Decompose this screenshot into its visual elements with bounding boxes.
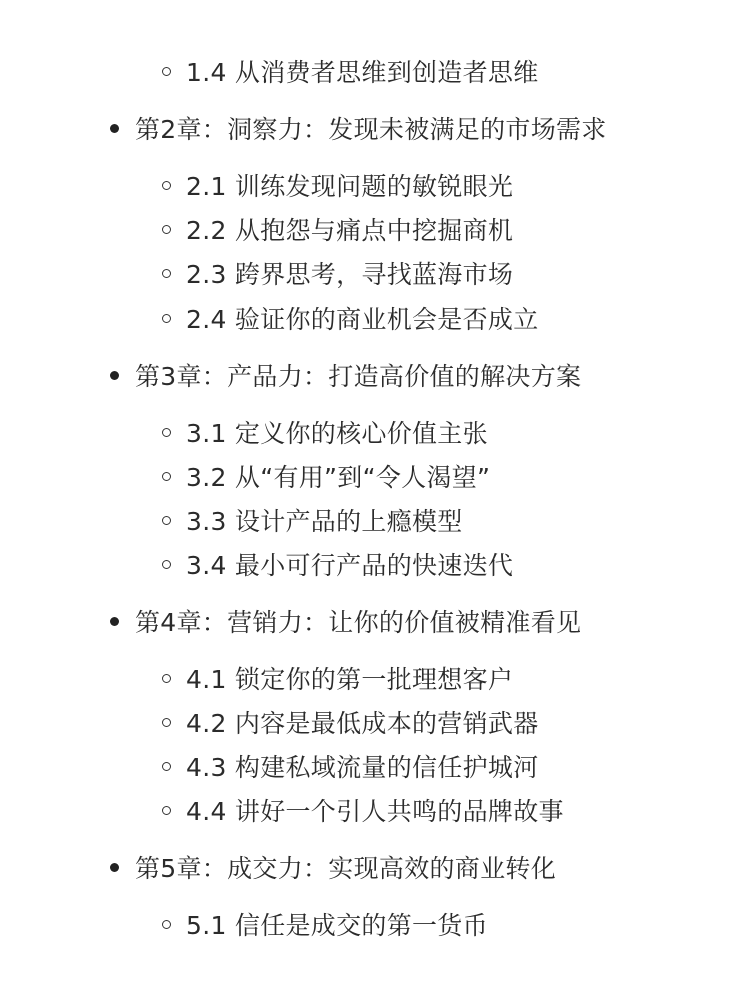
chapter-item bbox=[110, 845, 556, 889]
section-item bbox=[162, 902, 488, 946]
hollow-bullet-icon bbox=[162, 472, 171, 481]
section-item bbox=[162, 454, 490, 498]
hollow-bullet-icon bbox=[162, 718, 171, 727]
section-label: 3.3 设计产品的上瘾模型 bbox=[186, 507, 463, 536]
chapter-label: 第3章：产品力：打造高价值的解决方案 bbox=[135, 362, 582, 391]
section-item bbox=[162, 656, 513, 700]
filled-bullet-icon bbox=[110, 371, 119, 380]
hollow-bullet-icon bbox=[162, 516, 171, 525]
chapter-item bbox=[110, 353, 581, 397]
section-label: 3.1 定义你的核心价值主张 bbox=[186, 419, 488, 448]
section-item bbox=[162, 700, 539, 744]
section-item bbox=[162, 542, 513, 586]
section-item bbox=[162, 788, 564, 832]
filled-bullet-icon bbox=[110, 863, 119, 872]
section-item bbox=[162, 163, 513, 207]
chapter-item bbox=[110, 599, 581, 643]
hollow-bullet-icon bbox=[162, 920, 171, 929]
section-label: 4.3 构建私域流量的信任护城河 bbox=[186, 753, 539, 782]
hollow-bullet-icon bbox=[162, 67, 171, 76]
section-item bbox=[162, 498, 463, 542]
section-label: 4.1 锁定你的第一批理想客户 bbox=[186, 665, 514, 694]
section-label: 2.4 验证你的商业机会是否成立 bbox=[186, 305, 539, 334]
hollow-bullet-icon bbox=[162, 269, 171, 278]
section-item bbox=[162, 207, 513, 251]
section-label: 2.2 从抱怨与痛点中挖掘商机 bbox=[186, 216, 514, 245]
section-label: 3.4 最小可行产品的快速迭代 bbox=[186, 551, 514, 580]
chapter-label: 第5章：成交力：实现高效的商业转化 bbox=[135, 854, 557, 883]
section-label: 4.4 讲好一个引人共鸣的品牌故事 bbox=[186, 797, 564, 826]
hollow-bullet-icon bbox=[162, 762, 171, 771]
filled-bullet-icon bbox=[110, 124, 119, 133]
hollow-bullet-icon bbox=[162, 428, 171, 437]
section-item bbox=[162, 251, 513, 295]
hollow-bullet-icon bbox=[162, 806, 171, 815]
section-label: 3.2 从“有用”到“令人渴望” bbox=[186, 463, 491, 492]
hollow-bullet-icon bbox=[162, 560, 171, 569]
hollow-bullet-icon bbox=[162, 225, 171, 234]
chapter-label: 第4章：营销力：让你的价值被精准看见 bbox=[135, 608, 582, 637]
section-item bbox=[162, 410, 488, 454]
filled-bullet-icon bbox=[110, 617, 119, 626]
hollow-bullet-icon bbox=[162, 181, 171, 190]
chapter-label: 第2章：洞察力：发现未被满足的市场需求 bbox=[135, 115, 607, 144]
section-item bbox=[162, 744, 539, 788]
section-label: 1.4 从消费者思维到创造者思维 bbox=[186, 58, 539, 87]
section-item bbox=[162, 296, 539, 340]
section-label: 4.2 内容是最低成本的营销武器 bbox=[186, 709, 539, 738]
section-item bbox=[162, 49, 539, 93]
chapter-item bbox=[110, 106, 607, 150]
section-label: 5.1 信任是成交的第一货币 bbox=[186, 911, 488, 940]
section-label: 2.3 跨界思考，寻找蓝海市场 bbox=[186, 260, 514, 289]
hollow-bullet-icon bbox=[162, 314, 171, 323]
section-label: 2.1 训练发现问题的敏锐眼光 bbox=[186, 172, 514, 201]
hollow-bullet-icon bbox=[162, 674, 171, 683]
